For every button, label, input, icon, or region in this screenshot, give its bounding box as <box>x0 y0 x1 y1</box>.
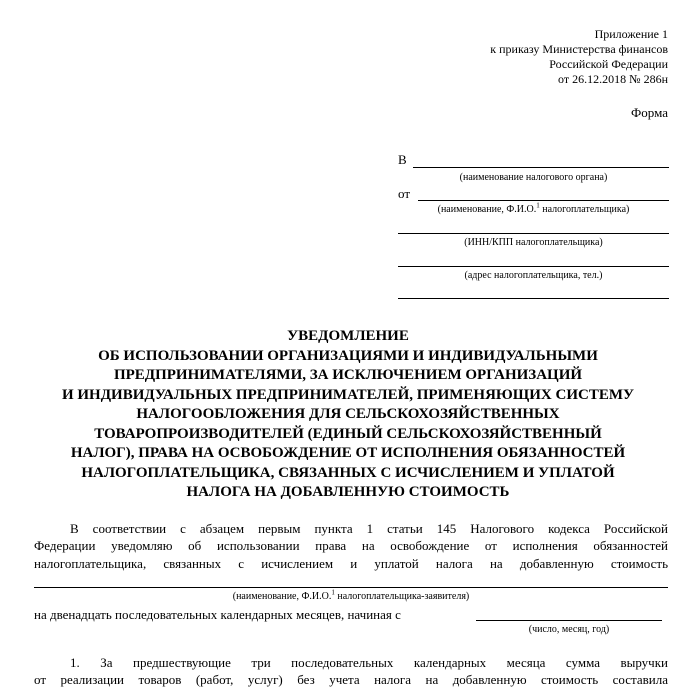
title-line: ТОВАРОПРОИЗВОДИТЕЛЕЙ (ЕДИНЫЙ СЕЛЬСКОХОЗЯЙСТВЕННЫЙ <box>94 425 602 442</box>
address-caption: (адрес налогоплательщика, тел.) <box>464 270 603 281</box>
title-line: НАЛОГОПЛАТЕЛЬЩИКА, СВЯЗАННЫХ С ИСЧИСЛЕНИЕМ И УПЛАТОЙ <box>81 464 615 481</box>
applicant-name-line[interactable] <box>34 587 668 588</box>
title-line: НАЛОГООБЛОЖЕНИЯ ДЛЯ СЕЛЬСКОХОЗЯЙСТВЕННЫХ <box>136 406 560 422</box>
extra-line[interactable] <box>398 298 669 299</box>
to-prefix: В <box>398 152 407 167</box>
document-title <box>28 327 668 503</box>
title-line: УВЕДОМЛЕНИЕ <box>287 328 409 344</box>
appendix-line-3: Российской Федерации <box>549 57 668 71</box>
paragraph-2-line-1: 1. За предшествующие три последовательных календарных месяца сумма выручки <box>70 655 668 670</box>
address-line[interactable] <box>398 266 669 267</box>
period-text: на двенадцать последовательных календарных месяцев, начиная с <box>34 607 401 622</box>
taxpayer-name-line[interactable] <box>418 200 669 201</box>
start-date-caption: (число, месяц, год) <box>528 624 610 635</box>
title-line: И ИНДИВИДУАЛЬНЫХ ПРЕДПРИНИМАТЕЛЕЙ, ПРИМЕНЯЮЩИХ СИСТЕМУ <box>61 386 635 403</box>
start-date-line[interactable] <box>476 620 662 621</box>
appendix-line-4: от 26.12.2018 № 286н <box>558 72 668 86</box>
appendix-line-2: к приказу Министерства финансов <box>490 42 668 56</box>
inn-kpp-line[interactable] <box>398 233 669 234</box>
taxpayer-name-caption: (наименование, Ф.И.О.$^1$ налогоплательщика) <box>437 201 630 215</box>
paragraph-1-line-2: Федерации уведомляю об использовании права на освобождение от исполнения обязанностей <box>34 538 668 553</box>
inn-kpp-caption: (ИНН/КПП налогоплательщика) <box>464 237 603 248</box>
tax-authority-line[interactable] <box>413 167 669 168</box>
title-line: НАЛОГ), ПРАВА НА ОСВОБОЖДЕНИЕ ОТ ИСПОЛНЕНИЯ ОБЯЗАННОСТЕЙ <box>70 445 626 461</box>
title-line: ОБ ИСПОЛЬЗОВАНИИ ОРГАНИЗАЦИЯМИ И ИНДИВИДУАЛЬНЫМИ <box>98 347 598 364</box>
form-label: Форма <box>631 105 668 120</box>
paragraph-1-line-1: В соответствии с абзацем первым пункта 1 статьи 145 Налогового кодекса Российской <box>70 521 668 536</box>
tax-authority-caption: (наименование налогового органа) <box>459 172 608 183</box>
from-prefix: от <box>398 186 411 201</box>
title-line: НАЛОГА НА ДОБАВЛЕННУЮ СТОИМОСТЬ <box>186 484 510 500</box>
paragraph-1-line-3: налогоплательщика, связанных с исчислением и уплатой налога на добавленную стоимость <box>34 556 668 571</box>
applicant-name-caption: (наименование, Ф.И.О.$^1$ налогоплательщика-заявителя) <box>232 588 470 602</box>
title-line: ПРЕДПРИНИМАТЕЛЯМИ, ЗА ИСКЛЮЧЕНИЕМ ОРГАНИЗАЦИЙ <box>113 367 583 383</box>
paragraph-2-line-2: от реализации товаров (работ, услуг) без учета налога на добавленную стоимость составила <box>34 672 668 687</box>
appendix-line-1: Приложение 1 <box>594 27 668 41</box>
